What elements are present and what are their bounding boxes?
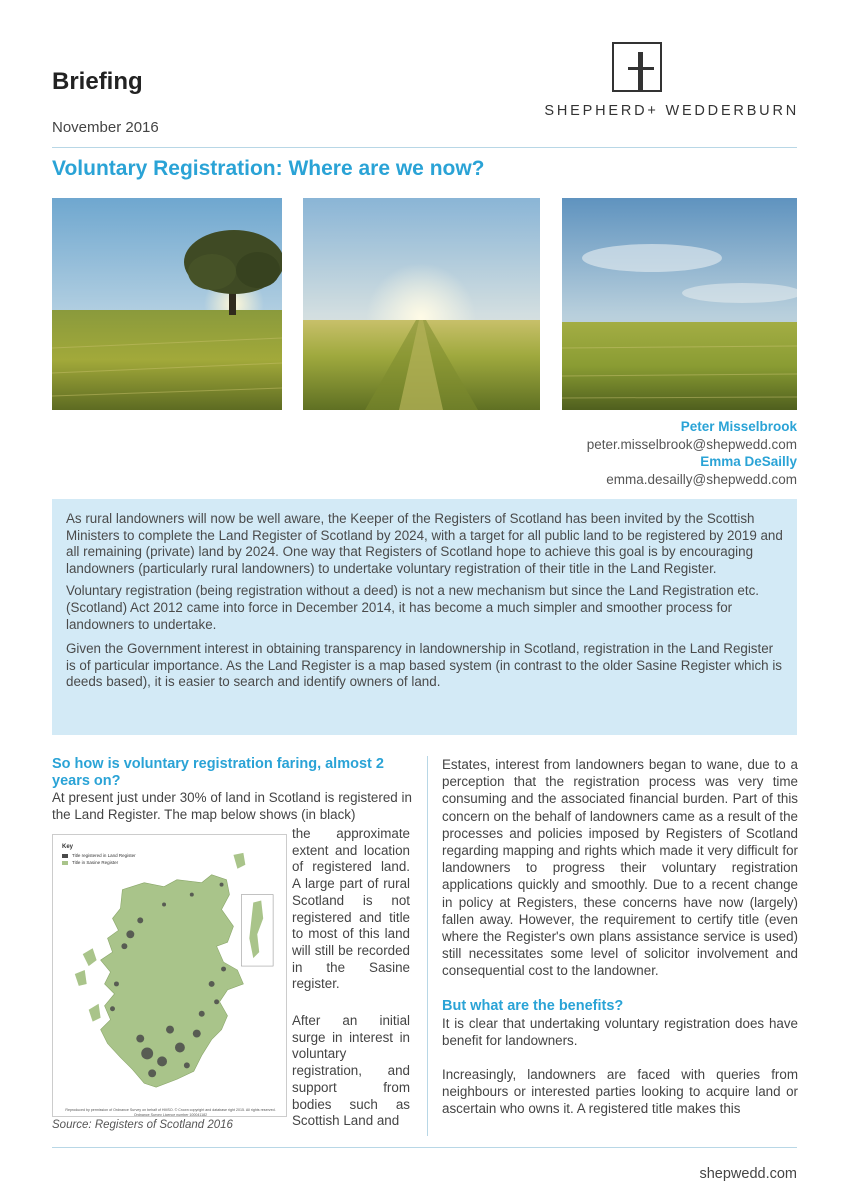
- author-email-link[interactable]: peter.misselbrook@shepwedd.com: [586, 436, 797, 452]
- section-heading: But what are the benefits?: [442, 997, 624, 1014]
- body-paragraph: It is clear that undertaking voluntary registration does have benefit for landowners.: [442, 1015, 798, 1048]
- footer-url[interactable]: shepwedd.com: [699, 1166, 797, 1182]
- body-paragraph: Estates, interest from landowners began to wane, due to a perception that the registration process was very time consuming and the associated financial burden. Part of this concern on the behalf of landowners came as a result of the processes and policies imposed by Registers of Scotland regarding mapping and rights which made it very difficult for landowners to progress their voluntary registration applications quickly and smoothly. Due to a recent change in policy at Registers, these concerns have now (largely) fallen away. However, the requirement to certify title (even where the Register's own plans assistance service is used) still necessitates some level of solicitor involvement and consequential cost to the landowner.: [442, 757, 798, 979]
- footer-divider: [52, 1147, 797, 1148]
- logo-wordmark: SHEPHERD+ WEDDERBURN: [544, 103, 799, 119]
- map-key-item: Title registered in Land Register: [62, 853, 136, 858]
- intro-paragraph: As rural landowners will now be well aware, the Keeper of the Registers of Scotland has been invited by the Scottish Ministers to complete the Land Register of Scotland by 2024, with a target for all public land to be registered by 2019 and all remaining (private) land by 2024. One way that Registers of Scotland hope to achieve this goal is by encouraging landowners (particularly rural landowners) to undertake voluntary registration of their title in the Land Register.: [66, 511, 783, 576]
- column-divider: [427, 756, 428, 1136]
- authors-block: [587, 418, 797, 488]
- shepherd-wedderburn-logo-icon: [612, 42, 662, 92]
- page-title: Voluntary Registration: Where are we now?: [52, 157, 485, 180]
- intro-paragraph: Given the Government interest in obtaining transparency in landownership in Scotland, registration in the Land Register is of particular importance. As the Land Register is a map based system (in contrast to the older Sasine Register which is deeds based), it is easier to search and identify owners of land.: [66, 641, 782, 690]
- body-paragraph: At present just under 30% of land in Scotland is registered in the Land Register. The map below shows (in black): [52, 790, 412, 822]
- header-divider: [52, 147, 797, 148]
- intro-paragraph: Voluntary registration (being registration without a deed) is not a new mechanism but since the Land Registration etc. (Scotland) Act 2012 came into force in December 2014, it has become a much simpler and smoother process for landowners to undertake.: [66, 583, 759, 632]
- briefing-label: Briefing: [52, 68, 143, 95]
- legend-swatch-icon: [62, 861, 68, 865]
- author-name: Peter Misselbrook: [680, 419, 797, 434]
- left-column: [52, 756, 412, 823]
- map-caption: Source: Registers of Scotland 2016: [52, 1119, 233, 1131]
- map-key-title: Key: [62, 844, 74, 850]
- body-paragraph: Increasingly, landowners are faced with queries from neighbours or interested parties looking to acquire land or ascertain who owns it. A registered title makes this: [442, 1067, 798, 1117]
- body-paragraph: the approximate extent and location of registered land. A large part of rural Scotland is not registered and title to most of this land will still be recorded in the Sasine register.: [292, 826, 410, 992]
- right-column: [442, 756, 798, 1118]
- map-credit: Reproduced by permission of Ordnance Survey on behalf of HMSO. © Crown copyright and database right 2015. All rights reserved. Ordnance Survey Licence number 100041182: [65, 1108, 276, 1117]
- intro-box: [52, 499, 797, 735]
- scotland-registration-map: [52, 834, 287, 1117]
- author-name: Emma DeSailly: [700, 454, 797, 469]
- author-email-link[interactable]: emma.desailly@shepwedd.com: [606, 471, 797, 487]
- photo-wheat-field-horizon: [562, 198, 797, 410]
- briefing-date: November 2016: [52, 119, 159, 136]
- photo-wheat-field-with-tree: [52, 198, 282, 410]
- map-key-item: Title in Sasine Register: [62, 860, 118, 865]
- body-paragraph: After an initial surge in interest in voluntary registration, and support from bodies such as Scottish Land and: [292, 1013, 410, 1129]
- photo-wheat-field-tramlines: [303, 198, 540, 410]
- section-heading: So how is voluntary registration faring, almost 2 years on?: [52, 756, 384, 789]
- legend-swatch-icon: [62, 854, 68, 858]
